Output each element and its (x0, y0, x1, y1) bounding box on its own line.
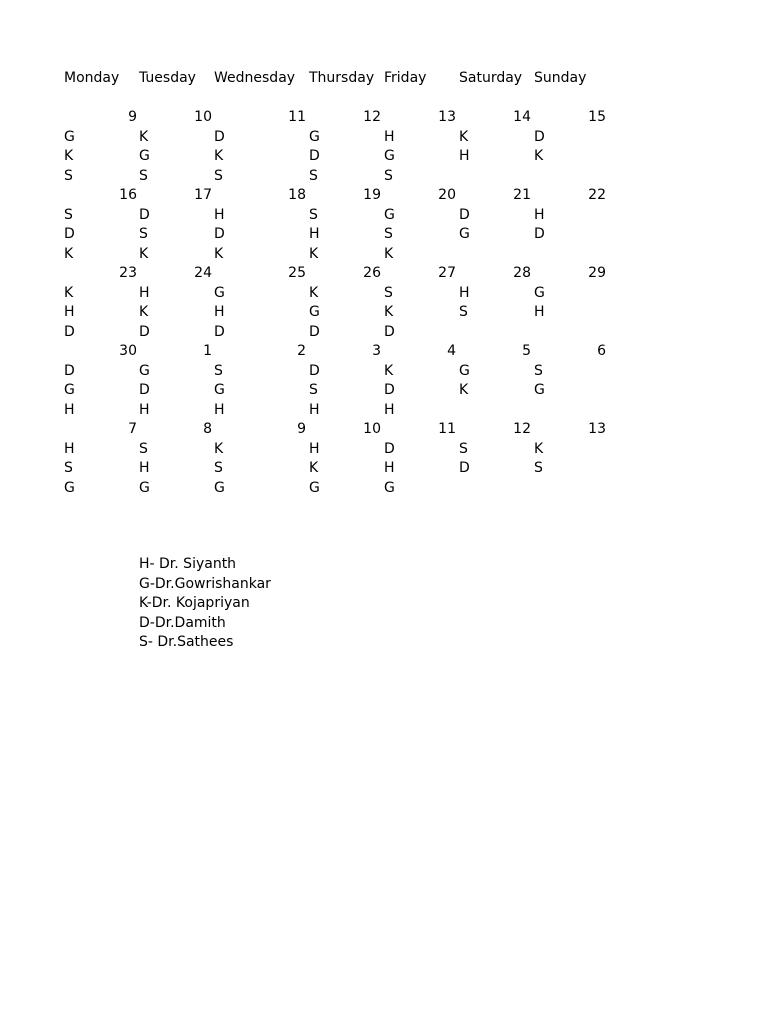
duty-code: G (214, 479, 225, 496)
date-cell: 10 (363, 421, 381, 437)
date-cell: 8 (203, 421, 212, 437)
day-header-friday: Friday (384, 70, 427, 86)
date-cell: 22 (588, 187, 606, 203)
duty-code: K (309, 460, 319, 476)
duty-code: K (64, 245, 74, 262)
duty-code: H (384, 128, 395, 145)
duty-code: D (384, 440, 395, 457)
duty-code: G (384, 479, 395, 496)
duty-code: S (384, 284, 393, 301)
duty-code: H (459, 284, 470, 301)
duty-code: D (64, 226, 75, 242)
date-cell: 20 (438, 187, 456, 203)
duty-code: D (214, 128, 225, 145)
duty-code: D (459, 460, 470, 476)
legend (139, 555, 271, 653)
duty-code: K (139, 245, 149, 262)
duty-code: G (64, 479, 75, 496)
duty-code: G (459, 226, 470, 242)
duty-code: G (309, 128, 320, 145)
duty-code: S (139, 167, 148, 184)
duty-code: D (214, 323, 225, 340)
duty-code: D (459, 206, 470, 223)
duty-code: H (139, 401, 150, 418)
date-cell: 28 (513, 265, 531, 281)
duty-code: D (139, 382, 150, 398)
duty-code: K (309, 245, 319, 262)
duty-code: D (64, 362, 75, 379)
date-cell: 2 (297, 343, 306, 359)
duty-code: H (309, 226, 320, 242)
duty-code: K (384, 362, 394, 379)
duty-code: D (309, 362, 320, 379)
duty-code: D (309, 323, 320, 340)
duty-code: G (309, 479, 320, 496)
duty-code: K (214, 148, 224, 164)
duty-code: H (459, 148, 470, 164)
date-cell: 9 (128, 109, 137, 125)
duty-code: H (64, 401, 75, 418)
date-cell: 11 (438, 421, 456, 437)
duty-code: H (309, 401, 320, 418)
date-cell: 15 (588, 109, 606, 125)
duty-code: S (459, 440, 468, 457)
duty-code: K (459, 382, 469, 398)
date-cell: 3 (372, 343, 381, 359)
duty-code: K (139, 304, 149, 320)
duty-code: H (214, 401, 225, 418)
legend-item-k: K-Dr. Kojapriyan (139, 595, 250, 611)
day-header-sunday: Sunday (534, 70, 587, 86)
date-cell: 14 (513, 109, 531, 125)
duty-code: S (459, 304, 468, 320)
duty-code: G (64, 128, 75, 145)
duty-code: K (384, 245, 394, 262)
duty-code: S (64, 460, 73, 476)
duty-code: D (139, 206, 150, 223)
duty-code: G (309, 304, 320, 320)
duty-code: S (139, 226, 148, 242)
duty-code: H (534, 304, 545, 320)
date-cell: 29 (588, 265, 606, 281)
day-header-tuesday: Tuesday (139, 70, 196, 86)
date-cell: 17 (194, 187, 212, 203)
duty-code: G (214, 382, 225, 398)
duty-code: S (534, 460, 543, 476)
date-cell: 1 (203, 343, 212, 359)
date-cell: 13 (588, 421, 606, 437)
duty-code: S (214, 362, 223, 379)
date-cell: 21 (513, 187, 531, 203)
date-cell: 27 (438, 265, 456, 281)
legend-item-d: D-Dr.Damith (139, 614, 226, 631)
duty-code: D (534, 128, 545, 145)
duty-code: K (214, 245, 224, 262)
duty-code: K (214, 440, 224, 457)
date-cell: 10 (194, 109, 212, 125)
duty-code: S (309, 382, 318, 398)
duty-code: G (384, 206, 395, 223)
date-cell: 6 (597, 343, 606, 359)
duty-code: K (64, 284, 74, 301)
date-cell: 23 (119, 265, 137, 281)
date-cell: 24 (194, 265, 212, 281)
duty-code: S (214, 167, 223, 184)
duty-code: S (384, 167, 393, 184)
day-header-monday: Monday (64, 70, 120, 86)
duty-code: H (534, 206, 545, 223)
date-cell: 25 (288, 265, 306, 281)
duty-code: G (534, 284, 545, 301)
duty-code: G (64, 382, 75, 398)
duty-code: D (309, 148, 320, 164)
duty-code: H (214, 304, 225, 320)
duty-code: H (64, 304, 75, 320)
date-cell: 5 (522, 343, 531, 359)
date-cell: 7 (128, 421, 137, 437)
duty-code: G (459, 362, 470, 379)
duty-code: K (459, 128, 469, 145)
duty-code: H (139, 284, 150, 301)
date-cell: 12 (363, 109, 381, 125)
duty-code: D (534, 226, 545, 242)
date-cell: 13 (438, 109, 456, 125)
date-cell: 16 (119, 187, 137, 203)
date-cell: 11 (288, 109, 306, 125)
duty-code: H (64, 440, 75, 457)
duty-code: S (534, 362, 543, 379)
duty-code: G (139, 148, 150, 164)
duty-code: K (534, 440, 544, 457)
day-header-wednesday: Wednesday (214, 70, 296, 86)
duty-code: G (214, 284, 225, 301)
duty-code: S (214, 460, 223, 476)
day-header-thursday: Thursday (309, 70, 375, 86)
legend-item-h: H- Dr. Siyanth (139, 556, 237, 572)
date-cell: 18 (288, 187, 306, 203)
date-cell: 9 (297, 421, 306, 437)
duty-code: G (534, 382, 545, 398)
legend-item-g: G-Dr.Gowrishankar (139, 575, 271, 592)
duty-code: K (139, 128, 149, 145)
date-cell: 19 (363, 187, 381, 203)
duty-code: D (384, 323, 395, 340)
duty-code: G (384, 148, 395, 164)
date-cell: 26 (363, 265, 381, 281)
duty-code: H (384, 460, 395, 476)
duty-code: S (139, 440, 148, 457)
duty-code: K (309, 284, 319, 301)
duty-code: D (139, 323, 150, 340)
duty-code: H (214, 206, 225, 223)
date-cell: 30 (119, 343, 137, 359)
day-header-saturday: Saturday (459, 70, 523, 86)
duty-code: H (384, 401, 395, 418)
duty-code: K (64, 148, 74, 164)
duty-code: G (139, 479, 150, 496)
duty-code: S (309, 206, 318, 223)
duty-code: D (214, 226, 225, 242)
legend-item-s: S- Dr.Sathees (139, 634, 234, 650)
duty-code: H (309, 440, 320, 457)
duty-code: D (384, 382, 395, 398)
date-cell: 12 (513, 421, 531, 437)
duty-code: S (384, 226, 393, 242)
duty-code: K (384, 304, 394, 320)
duty-code: G (139, 362, 150, 379)
duty-code: S (309, 167, 318, 184)
duty-code: K (534, 148, 544, 164)
duty-code: S (64, 206, 73, 223)
duty-code: S (64, 167, 73, 184)
date-cell: 4 (447, 343, 456, 359)
duty-code: H (139, 460, 150, 476)
duty-code: D (64, 323, 75, 340)
